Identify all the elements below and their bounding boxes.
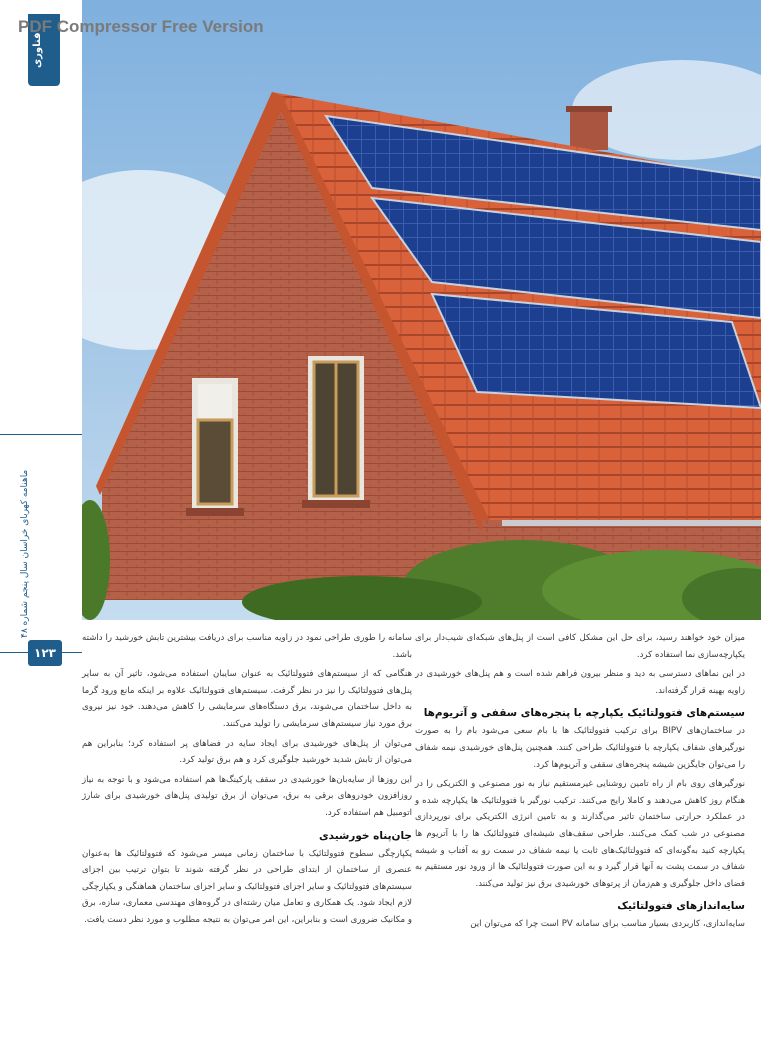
section-heading: جان‌پناه خورشیدی <box>319 829 412 842</box>
paragraph: نورگیرهای روی بام از راه تامین روشنایی غیرمستقیم نیاز به نور مصنوعی و الکتریکی را در هنگام روز کاهش می‌دهند و کاملا رایج می‌کنند. ترکیب نورگیر با فتوولتائیک ها یکپارچه شده و در عملکرد حرارتی ساختمان تاثیر می‌گذارند و به تامین انرژی الکتریکی برای نورپردازی مصنوعی در شب کمک می‌کنند. طراحی سقف‌های شیشه‌ای فتوولتائیک ها را با آتریوم ها یکپارچه کنید به‌گونه‌ای که فتوولتائیک‌های ثابت یا نیمه شفاف در سمت رو به آفتاب و شیشه شفاف در سمت پشت به آنها قرار گیرد و به این صورت فتوولتائیک ها از ورود نور مستقیم به فضای داخل جلوگیری و هم‌زمان از پرتوهای خورشیدی برق نیز تولید می‌کنند. <box>415 779 745 889</box>
paragraph: میزان خود خواهند رسید، برای حل این مشکل کافی است از پنل‌های شبکه‌ای شیب‌دار برای یکپارچه‌سازی نما استفاده کرد. <box>415 633 745 660</box>
paragraph: سایه‌اندازی، کاربردی بسیار مناسب برای سامانه PV است چرا که می‌توان این <box>470 919 745 930</box>
section-heading: سیستم‌های فتوولتائیک یکپارچه با پنجره‌های سقفی و آتریوم‌ها <box>423 707 745 720</box>
margin-divider <box>0 434 82 435</box>
paragraph: این روزها از سایه‌بان‌ها خورشیدی در سقف پارکینگ‌ها هم استفاده می‌شود و با توجه به نیاز روزافزون خودروهای برقی به برق، می‌توان از برق تولیدی پنل‌های خورشیدی برای شارژ اتومبیل هم استفاده کرد. <box>82 774 412 818</box>
article-column-left <box>82 630 412 932</box>
paragraph: در ساختمان‌های BIPV برای ترکیب فتوولتائیک ها با بام سعی می‌شود بام را به صورت نورگیرهای شفاف یکپارچه با فتوولتائیک طراحی کنند. همچنین پنل‌های خورشیدی نیمه شفاف را می‌توان جایگزین شیشه پنجره‌های سقفی و آتریوم‌ها کرد. <box>415 726 745 770</box>
house-solar-roof-photo <box>82 0 761 620</box>
section-heading: سایه‌اندازهای فتوولتائیک <box>617 900 745 913</box>
journal-label: ماهنامه کهربای خراسان سال پنجم شماره ۴۸ <box>20 469 30 638</box>
paragraph: هنگامی که از سیستم‌های فتوولتائیک به عنوان سایبان استفاده می‌شود، تاثیر آن به سایر پنل‌های فتوولتائیک را نیز در نظر گرفت. سیستم‌های فتوولتائیک علاوه بر اینکه مانع ورود گرما به داخل ساختمان می‌شوند، برق دستگاه‌های سرمایشی را کاهش می‌دهند. خود نیز نیروی برق مورد نیاز سیستم‌های سرمایشی را تولید می‌کنند. <box>82 669 412 729</box>
page-margin <box>0 0 82 1045</box>
paragraph: یکپارچگی سطوح فتوولتائیک با ساختمان زمانی میسر می‌شود که فتوولتائیک ها به‌عنوان عنصری از ساختمان از ابتدای طراحی در نظر گرفته شوند تا بتوان ترتیب بین اجزای سیستم‌های فتوولتائیک و سایر اجزای فتوولتائیک و سایر اجزای ساختمان هماهنگی و یکپارچگی لازم ایجاد شود. یک همکاری و تعامل میان رشته‌ای در گروه‌های مهندسی معماری، سازه، برق و مکانیک ضروری است و بنابراین، این امر می‌توان به نتیجه مطلوب و مورد نظر دست یافت. <box>82 848 412 925</box>
paragraph: در این نماهای دسترسی به دید و منظر بیرون فراهم شده است و هم پنل‌های خورشیدی در زاویه بهینه قرار گرفته‌اند. <box>415 669 745 696</box>
watermark: PDF Compressor Free Version <box>18 17 264 36</box>
paragraph: سامانه را طوری طراحی نمود در زاویه مناسب برای دریافت بیشترین تابش خورشید را داشته باشد. <box>82 633 412 660</box>
page-number: ۱۲۳ <box>28 640 62 666</box>
article-column-right <box>415 630 745 936</box>
section-tab-label: فناوری <box>32 32 43 68</box>
paragraph: می‌توان از پنل‌های خورشیدی برای ایجاد سایه در فضاهای پر استفاده کرد؛ بنابراین هم می‌توان از تابش شدید خورشید جلوگیری کرد و هم برق تولید کرد. <box>82 738 412 766</box>
